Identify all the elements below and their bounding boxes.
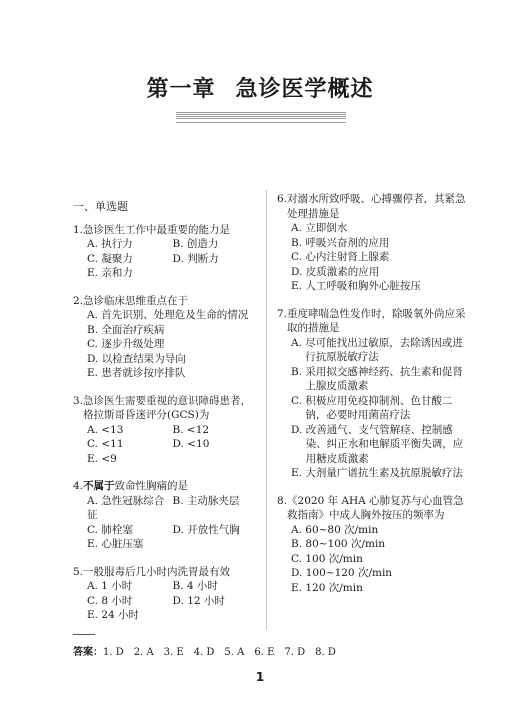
answer-key [73, 643, 336, 658]
left-column [73, 200, 258, 636]
chapter-title-text: 急诊医学概述 [235, 77, 374, 102]
question-stem: 对溺水所致呼吸、心搏骤停者，其紧急处理措施是 [287, 193, 466, 220]
title-rule-band [176, 112, 346, 120]
section-heading: 一、单选题 [73, 200, 128, 213]
option-b: B. 采用拟交感神经药、抗生素和促肾上腺皮质激素 [291, 365, 463, 392]
option-c: C. 8 小时 [87, 594, 133, 607]
option-d: D. 12 小时 [172, 594, 225, 607]
question-stem: 急诊医生工作中最重要的能力是 [83, 223, 231, 236]
option-c: C. 逐步升级处理 [87, 338, 165, 350]
right-column [277, 192, 472, 608]
answer-text: 1. D 2. A 3. E 4. D 5. A 6. E 7. D 8. D [103, 647, 336, 658]
question-stem: 不属于致命性胸痛的是 [83, 480, 189, 492]
chapter-title [0, 72, 520, 103]
emphasis-text: 不属于 [83, 480, 115, 492]
question-number: 6. [277, 193, 288, 205]
option-e: E. 大剂量广谱抗生素及抗原脱敏疗法 [291, 467, 463, 479]
option-a: A. 立即倒水 [291, 222, 348, 234]
option-d: D. 改善通气、支气管解痉、控制感染、纠正水和电解质平衡失调，应用糖皮质激素 [291, 423, 464, 465]
option-b: B. 创造力 [172, 238, 219, 250]
answer-rule [73, 634, 95, 635]
question-4 [73, 479, 258, 552]
page-number: 1 [255, 670, 265, 684]
option-a: A. 1 小时 [87, 580, 133, 592]
question-stem: 一般服毒后几小时内洗胃最有效 [83, 565, 231, 578]
question-stem: 急诊临床思维重点在于 [83, 294, 189, 307]
question-number: 2. [73, 294, 84, 307]
option-e: E. 心脏压塞 [87, 538, 144, 550]
option-a: A. 急性冠脉综合征 [87, 494, 165, 521]
question-8 [277, 494, 472, 596]
option-d: D. <10 [172, 438, 210, 450]
question-5 [73, 565, 258, 623]
option-d: D. 以检查结果为导向 [87, 352, 186, 365]
question-2 [73, 294, 258, 381]
title-rule-line [176, 122, 346, 123]
question-number: 1. [73, 223, 84, 236]
option-b: B. 全面治疗疾病 [87, 323, 165, 336]
option-e: E. 患者就诊按序排队 [87, 367, 186, 379]
option-b: B. 主动脉夹层 [172, 494, 240, 507]
option-e: E. <9 [87, 452, 117, 465]
question-stem: 重度哮喘急性发作时，除吸氧外尚应采取的措施是 [287, 307, 466, 334]
option-b: B. 80~100 次/min [291, 538, 386, 550]
option-a: A. 首先识别、处理危及生命的情况 [87, 309, 249, 321]
option-c: C. 肺栓塞 [87, 523, 133, 536]
question-1 [73, 223, 258, 281]
question-stem: 《2020 年 AHA 心肺复苏与心血管急救指南》中成人胸外按压的频率为 [287, 494, 464, 521]
option-d: D. 开放性气胸 [172, 523, 240, 536]
option-e: E. 120 次/min [291, 581, 363, 594]
question-number: 5. [73, 565, 84, 578]
option-c: C. <11 [87, 438, 124, 450]
option-c: C. 100 次/min [291, 552, 363, 565]
question-number: 7. [277, 307, 288, 320]
question-number: 8. [277, 494, 288, 507]
option-d: D. 100~120 次/min [291, 567, 393, 579]
column-divider [266, 190, 267, 630]
option-c: C. 积极应用免疫抑制剂、色甘酸二钠，必要时用菌苗疗法 [291, 394, 453, 421]
option-e: E. 24 小时 [87, 609, 140, 621]
option-a: A. 执行力 [87, 238, 133, 250]
question-number: 3. [73, 394, 84, 407]
question-number: 4. [73, 480, 84, 492]
option-d: D. 判断力 [172, 252, 219, 265]
chapter-number: 第一章 [146, 77, 216, 102]
option-c: C. 心内注射肾上腺素 [291, 251, 390, 263]
option-a: A. 尽可能找出过敏原，去除诱因或进行抗原脱敏疗法 [291, 336, 463, 363]
option-e: E. 人工呼吸和胸外心脏按压 [291, 280, 421, 292]
question-3 [73, 394, 258, 467]
option-c: C. 凝聚力 [87, 252, 133, 265]
answer-label: 答案： [73, 647, 103, 658]
option-b: B. <12 [172, 423, 210, 436]
option-a: A. <13 [87, 423, 124, 436]
question-stem: 急诊医生需要重视的意识障碍患者，格拉斯哥昏迷评分(GCS)为 [83, 394, 252, 421]
option-a: A. 60~80 次/min [291, 523, 379, 536]
option-d: D. 皮质激素的应用 [291, 265, 380, 278]
option-b: B. 4 小时 [172, 580, 218, 592]
question-7 [277, 307, 472, 481]
option-e: E. 亲和力 [87, 267, 133, 279]
question-6 [277, 192, 472, 294]
option-b: B. 呼吸兴奋剂的应用 [291, 236, 390, 249]
